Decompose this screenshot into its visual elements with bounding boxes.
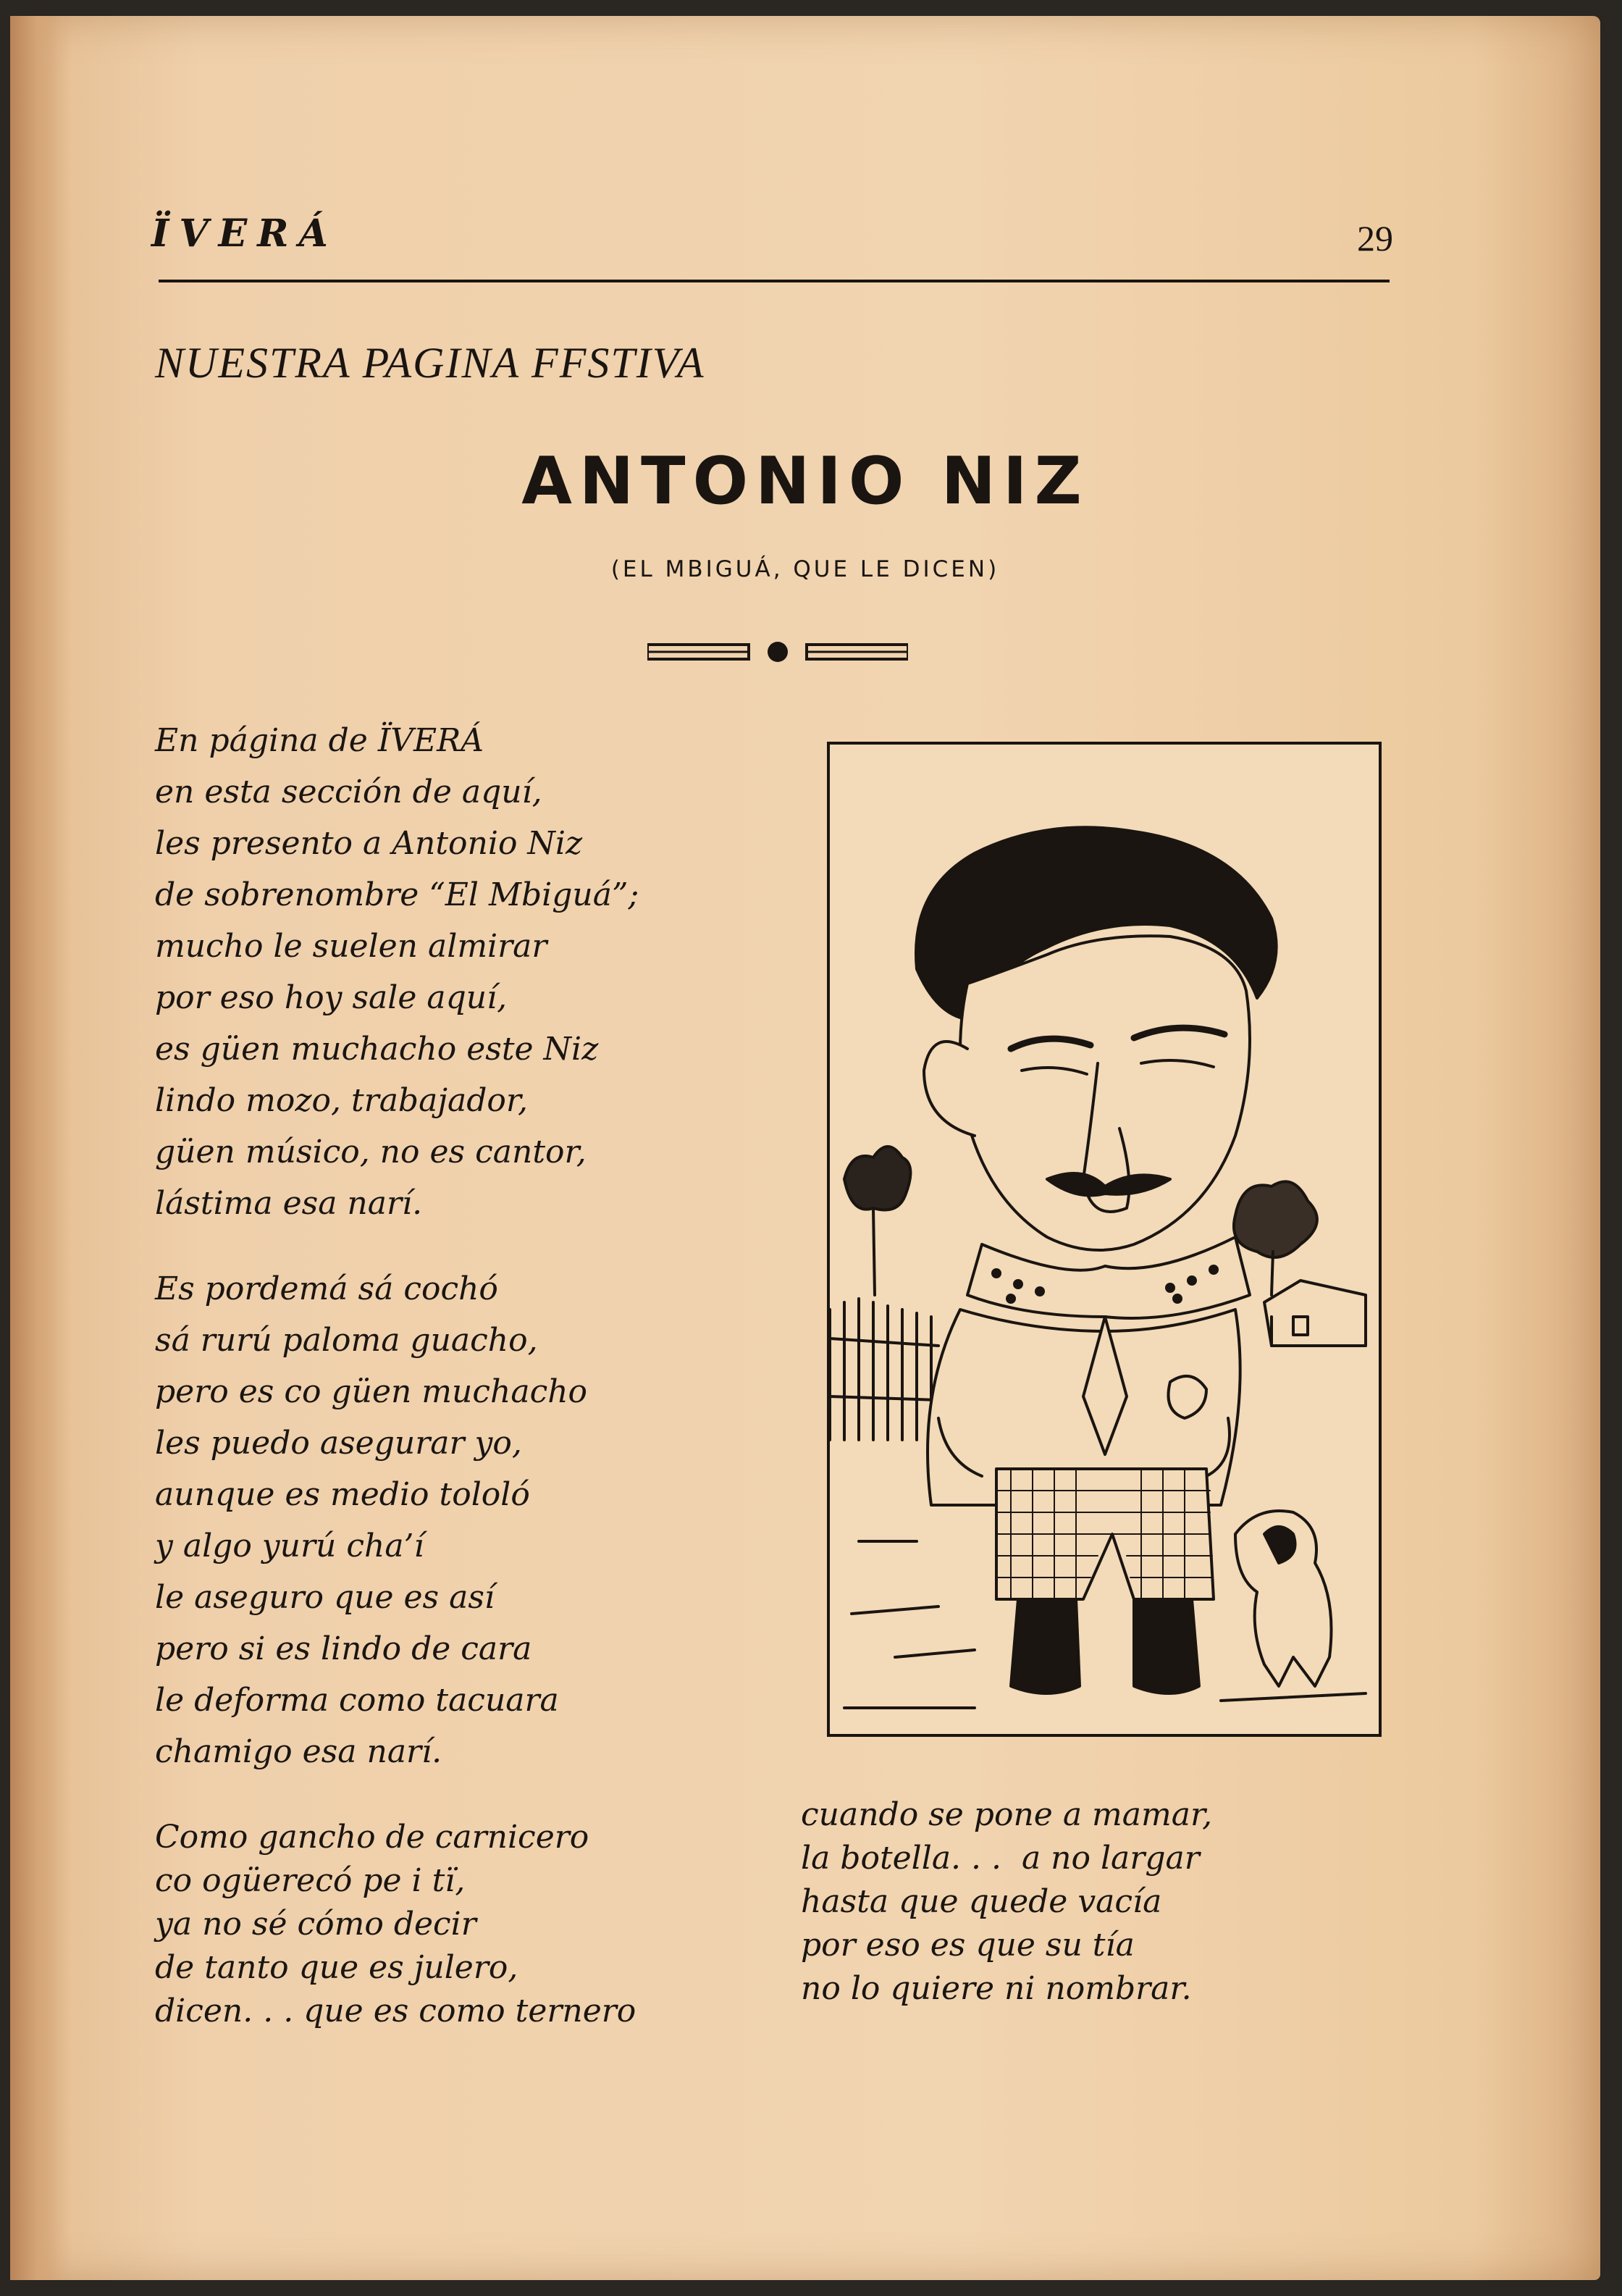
poem-line: ya no sé cómo decir <box>155 1906 476 1943</box>
header-rule <box>159 280 1390 282</box>
poem-line: hasta que quede vacía <box>801 1883 1162 1920</box>
caricature-illustration <box>827 742 1382 1737</box>
poem-line: lindo mozo, trabajador, <box>155 1082 529 1119</box>
poem-line: co ogüerecó pe i tï, <box>155 1862 466 1899</box>
poem-line: le deforma como tacuara <box>155 1682 559 1719</box>
poem-line: lástima esa narí. <box>155 1185 423 1222</box>
poem-line: sá rurú paloma guacho, <box>155 1322 538 1359</box>
publication-name: ÏVERÁ <box>151 211 338 256</box>
poem-line: cuando se pone a mamar, <box>801 1796 1213 1833</box>
poem-line: la botella. . . a no largar <box>801 1840 1200 1877</box>
poem-line: en esta sección de aquí, <box>155 774 542 810</box>
article-subtitle: (EL MBIGUÁ, QUE LE DICEN) <box>610 556 1000 582</box>
poem-stanza-3 <box>155 1816 636 2033</box>
poem-line: Como gancho de carnicero <box>155 1819 589 1856</box>
poem-line: pero si es lindo de cara <box>155 1630 532 1667</box>
page-number: 29 <box>1357 218 1393 259</box>
magazine-page <box>10 16 1600 2280</box>
caricature-drawing <box>830 745 1379 1734</box>
poem-line: dicen. . . que es como ternero <box>155 1993 636 2029</box>
poem-line: pero es co güen muchacho <box>155 1373 588 1410</box>
section-title: NUESTRA PAGINA FFSTIVA <box>155 339 705 387</box>
poem-line: le aseguro que es así <box>155 1579 495 1616</box>
poem-line: güen músico, no es cantor, <box>155 1134 587 1170</box>
poem-stanza-4 <box>801 1793 1212 2011</box>
poem-stanza-2 <box>155 1263 587 1777</box>
poem-line: aunque es medio tololó <box>155 1476 530 1513</box>
poem-line: mucho le suelen almirar <box>155 928 547 965</box>
page-spine <box>10 16 71 2280</box>
article-title: ANTONIO NIZ <box>521 443 1089 519</box>
poem-line: chamigo esa narí. <box>155 1733 442 1770</box>
poem-line: es güen muchacho este Niz <box>155 1031 599 1068</box>
poem-line: por eso hoy sale aquí, <box>155 979 508 1016</box>
poem-line: de tanto que es julero, <box>155 1949 518 1986</box>
poem-line: les presento a Antonio Niz <box>155 825 583 862</box>
ornament-divider <box>647 637 908 666</box>
poem-line: y algo yurú cha’í <box>155 1528 424 1564</box>
poem-line: les puedo asegurar yo, <box>155 1425 522 1462</box>
poem-line: no lo quiere ni nombrar. <box>801 1970 1192 2007</box>
poem-line: En página de ÏVERÁ <box>155 722 484 759</box>
poem-line: de sobrenombre “El Mbiguá”; <box>155 876 639 913</box>
poem-stanza-1 <box>155 715 639 1229</box>
poem-line: por eso es que su tía <box>801 1927 1135 1964</box>
poem-line: Es pordemá sá cochó <box>155 1270 498 1307</box>
